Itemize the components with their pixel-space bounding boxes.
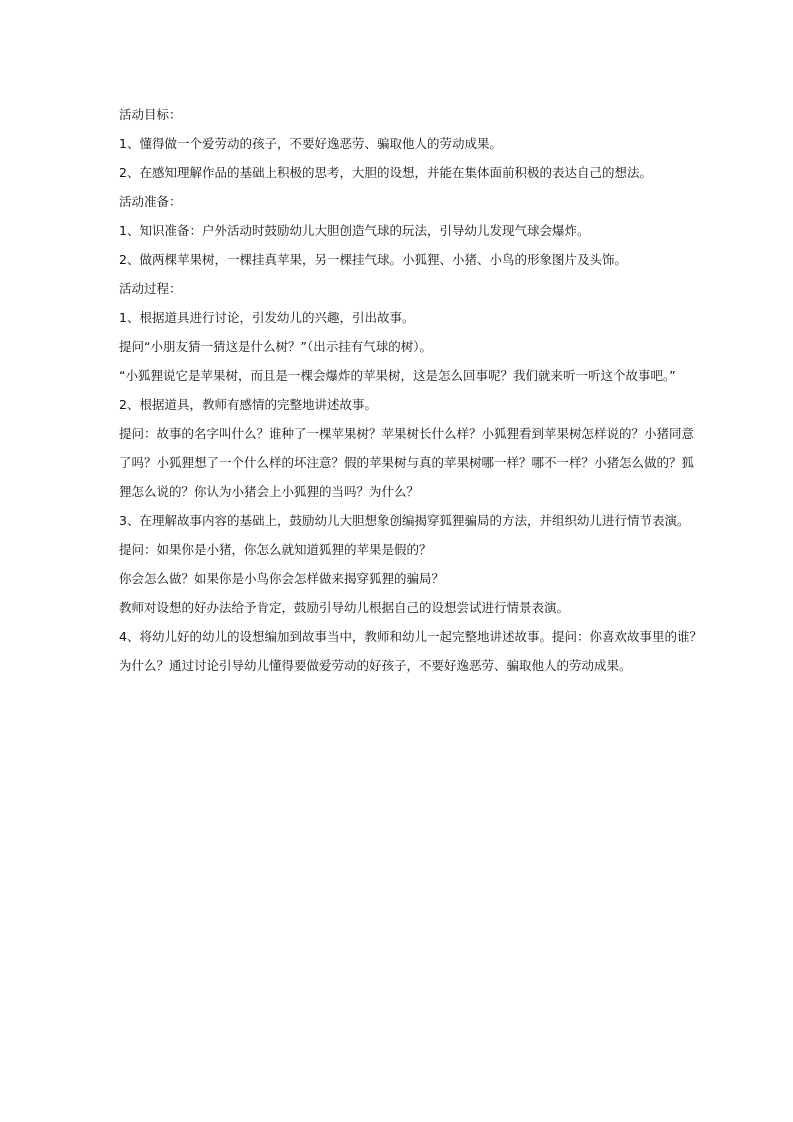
process-step-3: 3、在理解故事内容的基础上，鼓励幼儿大胆想象创编揭穿狐狸骗局的方法，并组织幼儿进行情节表演。 (119, 513, 690, 528)
process-step-1-question: 提问“小朋友猜一猜这是什么树？”（出示挂有气球的树）。 (119, 339, 432, 354)
goals-heading: 活动目标： (119, 107, 182, 122)
process-step-3-note: 教师对设想的好办法给予肯定，鼓励引导幼儿根据自己的设想尝试进行情景表演。 (119, 600, 570, 615)
process-step-2-question-line-3: 狸怎么说的？你认为小猪会上小狐狸的当吗？为什么？ (119, 484, 420, 499)
process-step-2-question-line-1: 提问：故事的名字叫什么？谁种了一棵苹果树？苹果树长什么样？小狐狸看到苹果树怎样说的？小猪同意 (119, 426, 695, 441)
process-heading: 活动过程： (119, 281, 182, 296)
prep-item-1: 1、知识准备：户外活动时鼓励幼儿大胆创造气球的玩法，引导幼儿发现气球会爆炸。 (119, 223, 590, 238)
process-step-2-question-line-2: 了吗？小狐狸想了一个什么样的坏注意？假的苹果树与真的苹果树哪一样？哪不一样？小猪怎么做的？狐 (119, 455, 695, 470)
process-step-4-line-1: 4、将幼儿好的幼儿的设想编加到故事当中，教师和幼儿一起完整地讲述故事。提问：你喜欢故事里的谁？ (119, 629, 702, 644)
goal-item-1: 1、懂得做一个爱劳动的孩子，不要好逸恶劳、骗取他人的劳动成果。 (119, 136, 502, 151)
prep-item-2: 2、做两棵苹果树，一棵挂真苹果，另一棵挂气球。小狐狸、小猪、小鸟的形象图片及头饰。 (119, 252, 627, 267)
process-step-3-question-2: 你会怎么做？如果你是小鸟你会怎样做来揭穿狐狸的骗局？ (119, 571, 445, 586)
document-body (119, 100, 702, 680)
process-step-2: 2、根据道具，教师有感情的完整地讲述故事。 (119, 397, 377, 412)
prep-heading: 活动准备： (119, 194, 182, 209)
process-step-4-line-2: 为什么？通过讨论引导幼儿懂得要做爱劳动的好孩子，不要好逸恶劳、骗取他人的劳动成果。 (119, 658, 632, 673)
process-step-1-quote: “小狐狸说它是苹果树，而且是一棵会爆炸的苹果树，这是怎么回事呢？我们就来听一听这个故事吧。” (119, 368, 676, 383)
goal-item-2: 2、在感知理解作品的基础上积极的思考，大胆的设想，并能在集体面前积极的表达自己的想法。 (119, 165, 652, 180)
process-step-3-question-1: 提问：如果你是小猪，你怎么就知道狐狸的苹果是假的？ (119, 542, 432, 557)
process-step-1: 1、根据道具进行讨论，引发幼儿的兴趣，引出故事。 (119, 310, 415, 325)
